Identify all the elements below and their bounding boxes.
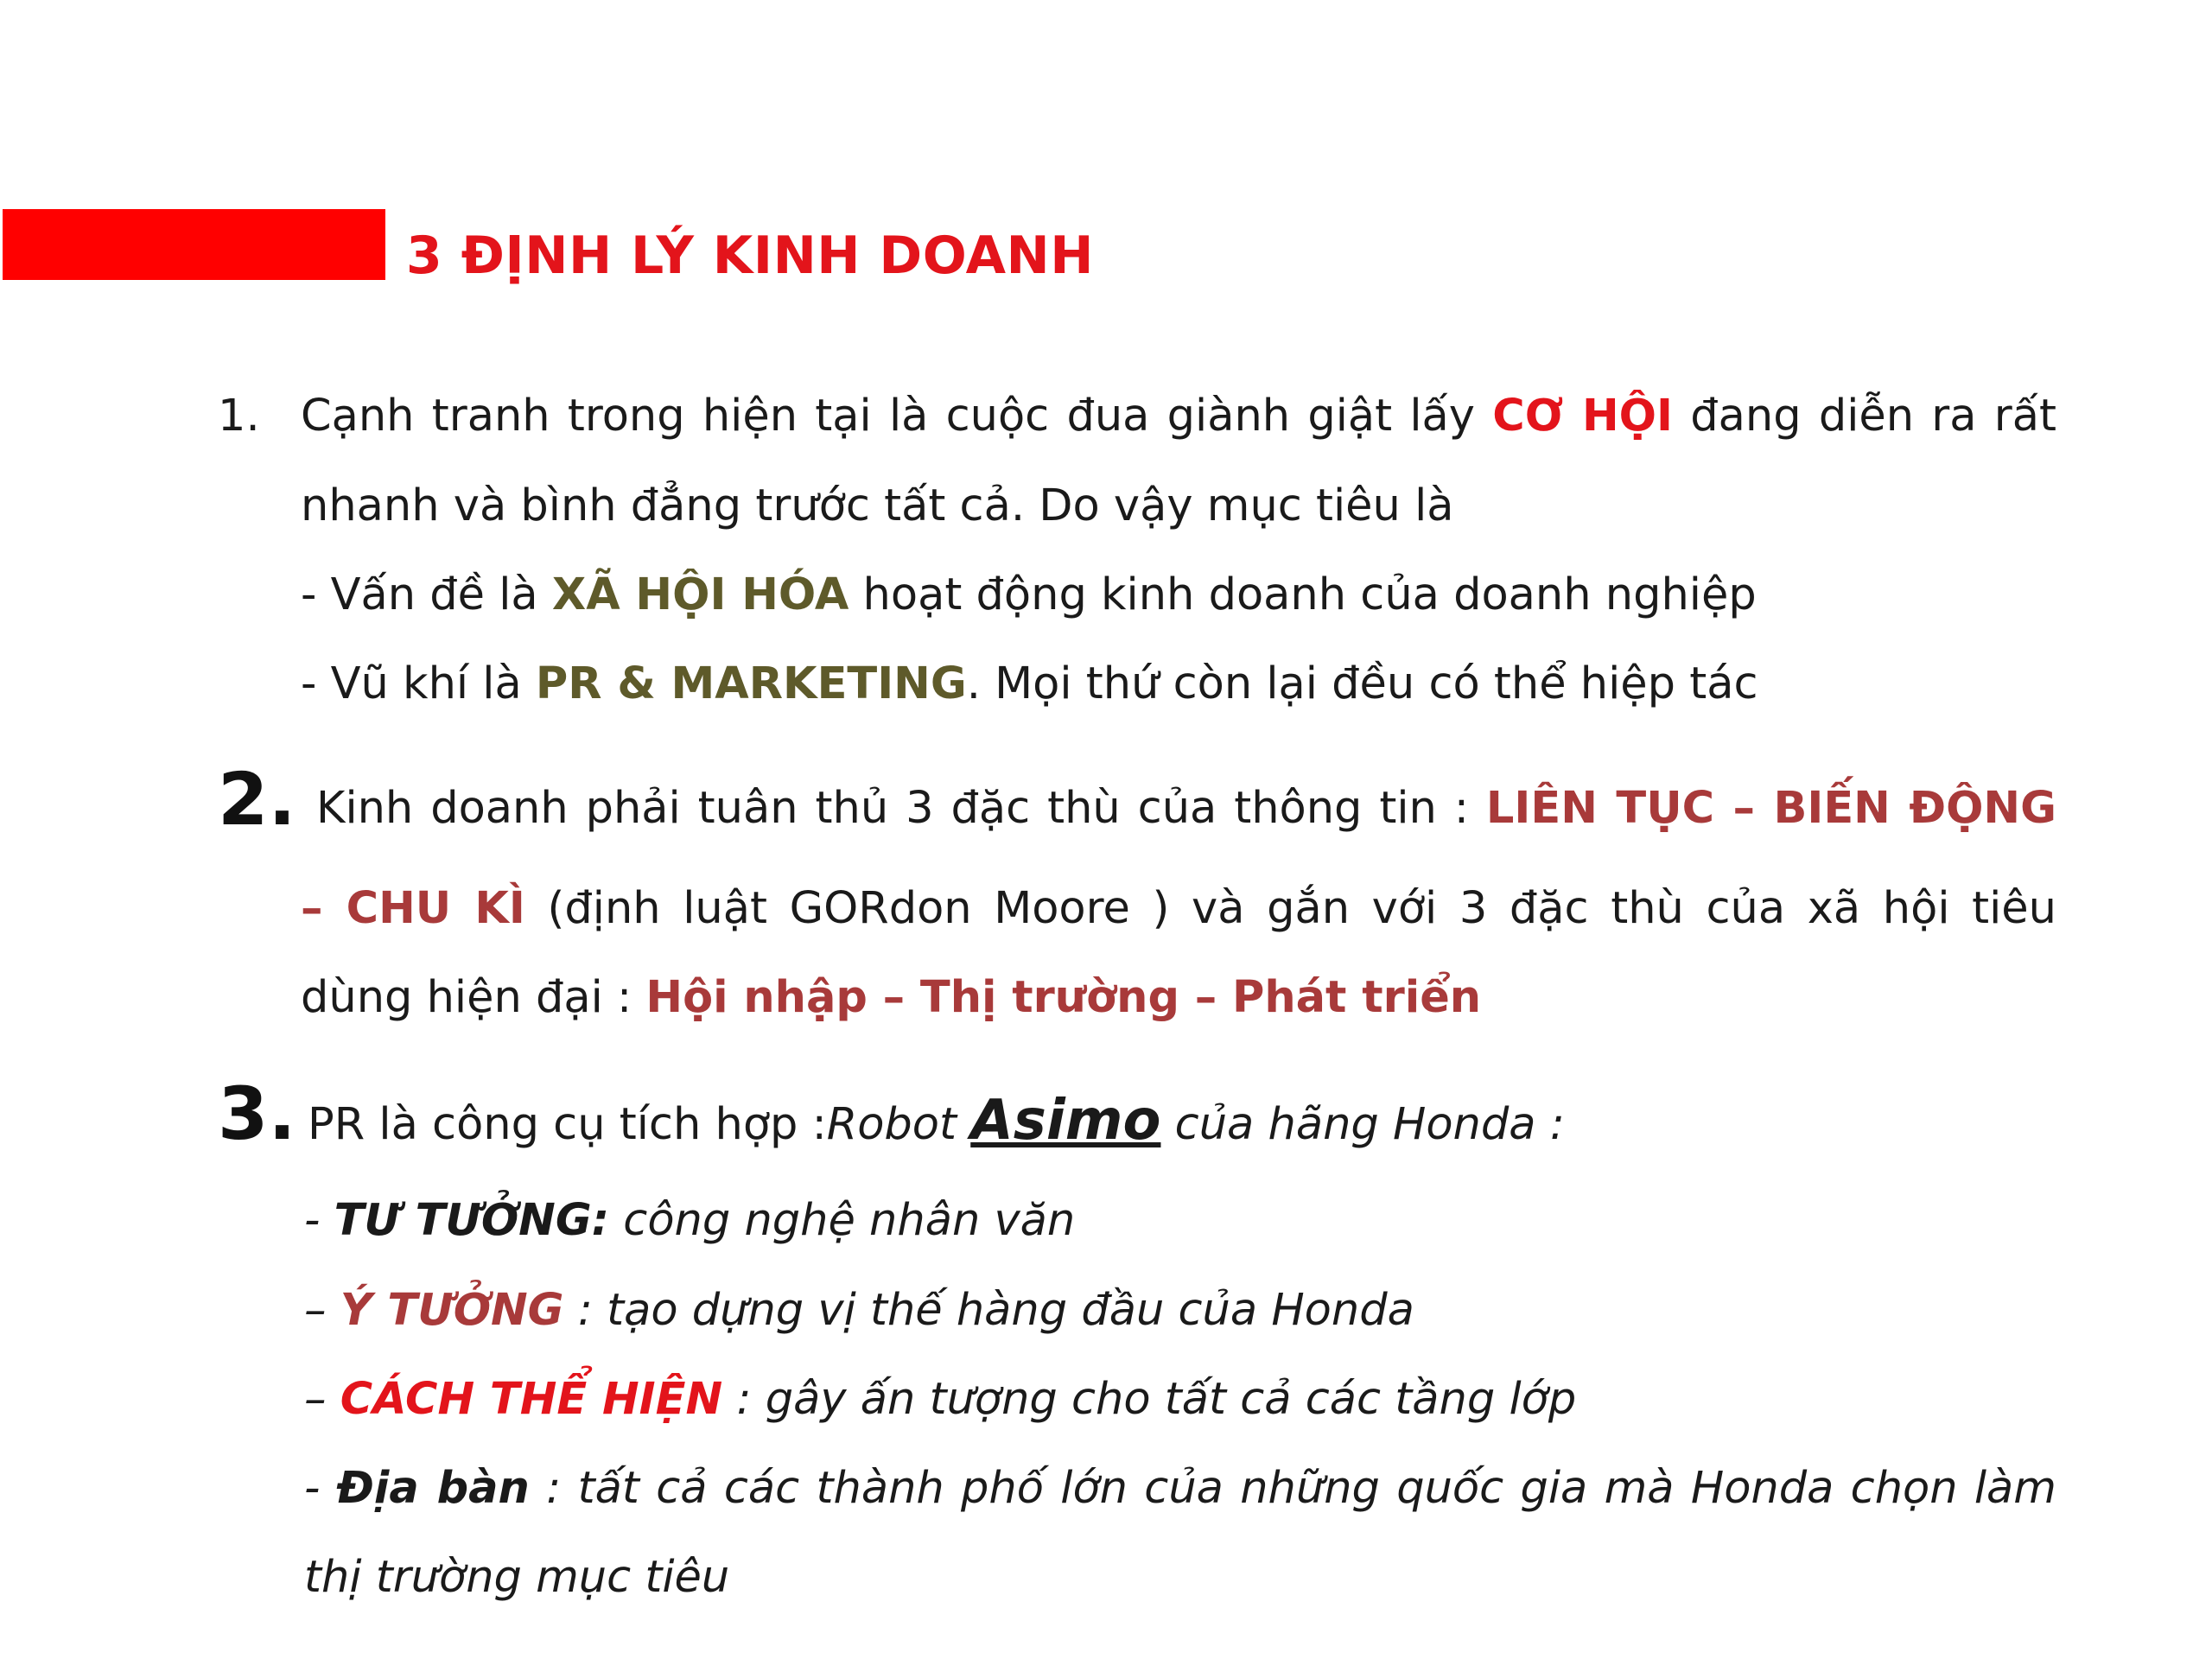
item-1-bullet-1-pre: - Vấn đề là	[301, 569, 552, 620]
slide-title: 3 ĐỊNH LÝ KINH DOANH	[406, 226, 1094, 286]
item-3-bullet-1	[304, 1191, 1075, 1251]
item-1-number: 1.	[218, 391, 260, 442]
item-1-highlight-pr-marketing: PR & MARKETING	[535, 658, 967, 709]
item-1-bullet-1	[301, 565, 1757, 626]
item-2-line-1	[316, 779, 2056, 839]
item-3-bullet-4-dash: -	[304, 1463, 337, 1514]
item-1-bullet-2	[301, 654, 1758, 715]
item-3-line-1-pre: PR là công cụ tích hợp :	[308, 1099, 827, 1150]
item-2-line-3	[301, 968, 1481, 1028]
item-2-line-1-pre: Kinh doanh phải tuân thủ 3 đặc thù của thông tin :	[316, 783, 1486, 834]
item-3-bullet-3-text: : gây ấn tượng cho tất cả các tầng lớp	[722, 1374, 1577, 1425]
item-1-line-1	[301, 386, 2056, 447]
item-3-bullet-2-label: Ý TƯỞNG	[340, 1285, 564, 1336]
item-1-line-1-pre: Cạnh tranh trong hiện tại là cuộc đua giành giật lấy	[301, 391, 1493, 442]
item-1-bullet-2-post: . Mọi thứ còn lại đều có thể hiệp tác	[966, 658, 1758, 709]
item-3-line-1-post: của hãng Honda :	[1160, 1099, 1565, 1150]
item-1-bullet-2-pre: - Vũ khí là	[301, 658, 536, 709]
item-3-bullet-2	[304, 1281, 1414, 1341]
item-3-bullet-2-text: : tạo dựng vị thế hàng đầu của Honda	[563, 1285, 1414, 1336]
item-3-number: 3.	[218, 1071, 296, 1156]
item-3-bullet-4-text: : tất cả các thành phố lớn của những quốc gia mà Honda chọn làm	[529, 1463, 2056, 1514]
item-1-highlight-co-hoi: CƠ HỘI	[1492, 391, 1674, 442]
item-3-robot: Robot	[826, 1099, 971, 1150]
item-3-line-1	[308, 1090, 1565, 1155]
item-2-highlight-lien-tuc: LIÊN TỤC – BIẾN ĐỘNG	[1485, 783, 2056, 834]
item-3-bullet-4	[304, 1459, 2056, 1519]
title-accent-bar	[3, 209, 385, 280]
item-3-bullet-1-text: công nghệ nhân văn	[609, 1195, 1076, 1246]
item-3-bullet-3	[304, 1370, 1576, 1430]
item-3-asimo: Asimo	[970, 1089, 1161, 1153]
item-1-highlight-xa-hoi-hoa: XÃ HỘI HÓA	[551, 569, 849, 620]
item-1-bullet-1-post: hoạt động kinh doanh của doanh nghiệp	[849, 569, 1757, 620]
item-2-line-2	[301, 879, 2056, 939]
item-1-line-1-post: đang diễn ra rất	[1673, 391, 2056, 442]
item-3-bullet-4-line-2: thị trường mục tiêu	[304, 1552, 730, 1603]
item-2-number: 2.	[218, 757, 296, 842]
item-2-highlight-chu-ki: – CHU KÌ	[301, 883, 525, 934]
item-3-bullet-3-dash: –	[304, 1374, 340, 1425]
item-2-highlight-hoi-nhap: Hội nhập – Thị trường – Phát triển	[645, 972, 1482, 1023]
item-3-bullet-1-label: TƯ TƯỞNG:	[334, 1195, 610, 1246]
item-3-bullet-3-label: CÁCH THỂ HIỆN	[340, 1374, 723, 1425]
item-3-bullet-2-dash: –	[304, 1285, 340, 1336]
item-3-bullet-1-dash: -	[304, 1195, 334, 1246]
item-3-bullet-4-label: Địa bàn	[336, 1463, 530, 1514]
item-1-line-2: nhanh và bình đẳng trước tất cả. Do vậy mục tiêu là	[301, 480, 1454, 531]
item-2-line-3-pre: dùng hiện đại :	[301, 972, 646, 1023]
item-2-line-2-post: (định luật GORdon Moore ) và gắn với 3 đặc thù của xã hội tiêu	[524, 883, 2056, 934]
